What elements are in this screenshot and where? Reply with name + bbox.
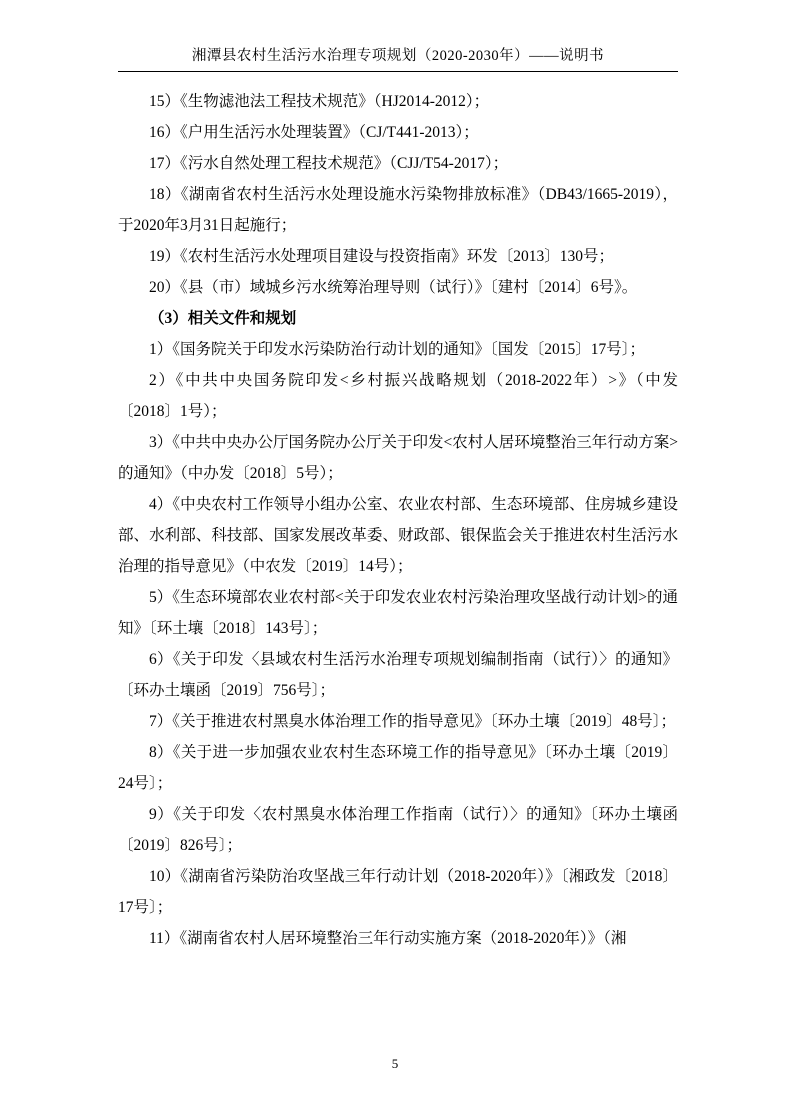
document-body: [118, 72, 678, 954]
paragraph: 5）《生态环境部农业农村部<关于印发农业农村污染治理攻坚战行动计划>的通知》〔环土壤〔2018〕143号〕；: [118, 589, 678, 637]
paragraph: 9）《关于印发〈农村黑臭水体治理工作指南（试行）〉的通知》〔环办土壤函〔2019〕826号〕；: [118, 806, 678, 854]
paragraph: 8）《关于进一步加强农业农村生态环境工作的指导意见》〔环办土壤〔2019〕24号〕；: [118, 744, 678, 792]
paragraph: 15）《生物滤池法工程技术规范》（HJ2014-2012）；: [149, 93, 490, 110]
paragraph: 11）《湖南省农村人居环境整治三年行动实施方案（2018-2020年）》（湘: [149, 930, 627, 947]
page-header: 湘潭县农村生活污水治理专项规划（2020-2030年）——说明书: [118, 44, 678, 72]
paragraph: 20）《县（市）域城乡污水统筹治理导则（试行）》〔建村〔2014〕6号》。: [149, 279, 638, 296]
paragraph: 16）《户用生活污水处理装置》（CJ/T441-2013）；: [149, 124, 479, 141]
paragraph: 19）《农村生活污水处理项目建设与投资指南》环发〔2013〕130号；: [149, 248, 615, 265]
page-number: 5: [391, 1056, 399, 1071]
page-content: [118, 44, 678, 954]
paragraph: 1）《国务院关于印发水污染防治行动计划的通知》〔国发〔2015〕17号〕；: [149, 341, 646, 358]
paragraph: 6）《关于印发〈县域农村生活污水治理专项规划编制指南（试行）〉的通知》〔环办土壤函〔2019〕756号〕；: [118, 651, 678, 699]
paragraph: 18）《湖南省农村生活污水处理设施水污染物排放标准》（DB43/1665-2019），于2020年3月31日起施行；: [118, 186, 678, 234]
paragraph: 7）《关于推进农村黑臭水体治理工作的指导意见》〔环办土壤〔2019〕48号〕；: [149, 713, 677, 730]
paragraph: 17）《污水自然处理工程技术规范》（CJJ/T54-2017）；: [149, 155, 509, 172]
paragraph: 3）《中共中央办公厅国务院办公厅关于印发<农村人居环境整治三年行动方案>的通知》（中办发〔2018〕5号）；: [118, 434, 678, 482]
section-heading: （3）相关文件和规划: [149, 310, 297, 327]
paragraph: 4）《中央农村工作领导小组办公室、农业农村部、生态环境部、住房城乡建设部、水利部、科技部、国家发展改革委、财政部、银保监会关于推进农村生活污水治理的指导意见》（中农发〔2019〕14号）；: [118, 496, 678, 575]
paragraph: 10）《湖南省污染防治攻坚战三年行动计划（2018-2020年）》〔湘政发〔2018〕17号〕；: [118, 868, 678, 916]
paragraph: 2）《中共中央国务院印发<乡村振兴战略规划（2018-2022年）>》（中发〔2018〕1号）；: [118, 372, 678, 420]
